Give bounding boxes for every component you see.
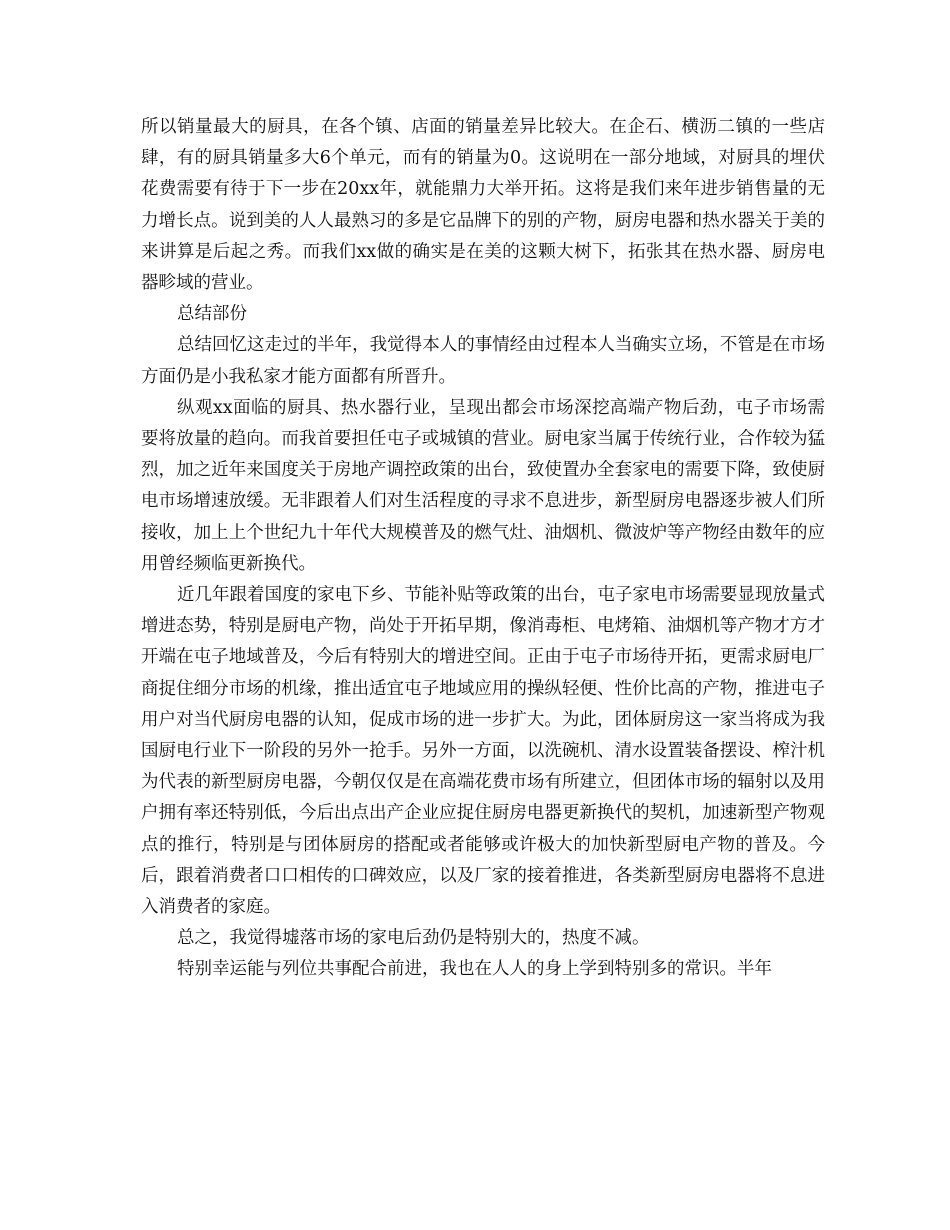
paragraph-sales-analysis: 所以销量最大的厨具，在各个镇、店面的销量差异比较大。在企石、横沥二镇的一些店肆，有的厨具销量多大6个单元，而有的销量为0。这说明在一部分地域，对厨具的埋伏花费需要有待于下一步在20xx年，就能鼎力大举开拓。这将是我们来年进步销售量的无力增长点。说到美的人人最熟习的多是它品牌下的别的产物，厨房电器和热水器关于美的来讲算是后起之秀。而我们xx做的确实是在美的这颗大树下，拓张其在热水器、厨房电器畛域的营业。 bbox=[141, 117, 825, 294]
paragraph-rural-market: 近几年跟着国度的家电下乡、节能补贴等政策的出台，屯子家电市场需要显现放量式增进态势，特别是厨电产物，尚处于开拓早期，像消毒柜、电烤箱、油烟机等产物才方才开端在屯子地域普及，今后有特别大的增进空间。正由于屯子市场待开拓，更需求厨电厂商捉住细分市场的机缘，推出适宜屯子地域应用的操纵轻便、性价比高的产物，推进屯子用户对当代厨房电器的认知，促成市场的进一步扩大。为此，团体厨房这一家当将成为我国厨电行业下一阶段的另外一抢手。另外一方面，以洗碗机、清水设置装备摆设、榨汁机为代表的新型厨房电器，今朝仅仅是在高端花费市场有所建立，但团体市场的辐射以及用户拥有率还特别低，今后出点出产企业应捉住厨房电器更新换代的契机，加速新型产物观点的推行，特别是与团体厨房的搭配或者能够或许极大的加快新型厨电产物的普及。今后，跟着消费者口口相传的口碑效应，以及厂家的接着推进，各类新型厨房电器将不息进入消费者的家庭。 bbox=[141, 585, 825, 918]
paragraph-thanks: 特别幸运能与列位共事配合前进，我也在人人的身上学到特别多的常识。半年 bbox=[177, 959, 772, 980]
paragraph-summary-review: 总结回忆这走过的半年，我觉得本人的事情经由过程本人当确实立场，不管是在市场方面仍是小我私家才能方面都有所晋升。 bbox=[141, 335, 825, 387]
section-heading-summary: 总结部份 bbox=[177, 304, 247, 325]
paragraph-industry-overview: 纵观xx面临的厨具、热水器行业，呈现出都会市场深挖高端产物后劲，屯子市场需要将放量的趋向。而我首要担任屯子或城镇的营业。厨电家当属于传统行业，合作较为猛烈，加之近年来国度关于房地产调控政策的出台，致使置办全套家电的需要下降，致使厨电市场增速放缓。无非跟着人们对生活程度的寻求不息进步，新型厨房电器逐步被人们所接收，加上上个世纪九十年代大规模普及的燃气灶、油烟机、微波炉等产物经由数年的应用曾经频临更新换代。 bbox=[141, 397, 825, 574]
document-body bbox=[141, 112, 825, 986]
paragraph-conclusion: 总之，我觉得墟落市场的家电后劲仍是特别大的，热度不减。 bbox=[177, 928, 650, 949]
